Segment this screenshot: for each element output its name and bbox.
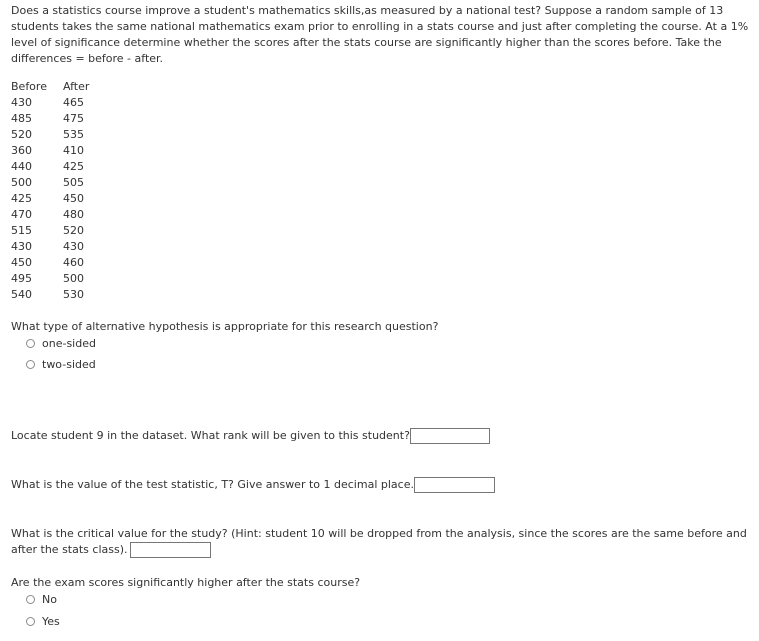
table-row [11, 239, 103, 255]
critical-value-input[interactable] [130, 542, 211, 558]
question-test-statistic: What is the value of the test statistic, T? Give answer to 1 decimal place. [11, 478, 414, 491]
rank-input[interactable] [410, 428, 490, 444]
after-cell: 450 [63, 192, 84, 205]
after-cell: 465 [63, 96, 84, 109]
problem-line: Does a statistics course improve a student's mathematics skills,as measured by a national test? Suppose a random sample of 13 [11, 4, 724, 17]
before-cell: 430 [11, 240, 32, 253]
question-significance: Are the exam scores significantly higher after the stats course? [11, 576, 361, 589]
after-cell: 410 [63, 144, 84, 157]
after-cell: 535 [63, 128, 84, 141]
question-line: What is the critical value for the study? (Hint: student 10 will be dropped from the analysis, since the scores are the same before and [11, 527, 747, 540]
before-cell: 500 [11, 176, 32, 189]
table-row [11, 175, 103, 191]
question-critical-value [11, 526, 751, 558]
test-statistic-input[interactable] [414, 477, 495, 493]
before-cell: 360 [11, 144, 32, 157]
scores-table [11, 79, 103, 303]
table-row [11, 159, 103, 175]
after-cell: 520 [63, 224, 84, 237]
radio-button[interactable] [26, 595, 35, 604]
before-cell: 520 [11, 128, 32, 141]
table-row [11, 95, 103, 111]
option-label: two-sided [42, 357, 96, 371]
after-cell: 430 [63, 240, 84, 253]
table-row [11, 127, 103, 143]
after-cell: 530 [63, 288, 84, 301]
table-row [11, 287, 103, 303]
table-row [11, 191, 103, 207]
table-row [11, 207, 103, 223]
before-cell: 485 [11, 112, 32, 125]
option-label: one-sided [42, 336, 96, 350]
option-label: No [42, 592, 57, 606]
problem-statement [11, 3, 751, 67]
table-row [11, 111, 103, 127]
question-rank: Locate student 9 in the dataset. What rank will be given to this student? [11, 429, 410, 442]
after-cell: 480 [63, 208, 84, 221]
before-cell: 495 [11, 272, 32, 285]
table-row [11, 271, 103, 287]
table-header-row [11, 79, 103, 95]
radio-button[interactable] [26, 339, 35, 348]
option-yes[interactable] [26, 613, 60, 629]
option-two-sided[interactable] [26, 356, 96, 372]
radio-button[interactable] [26, 360, 35, 369]
question-hypothesis: What type of alternative hypothesis is appropriate for this research question? [11, 320, 439, 333]
option-no[interactable] [26, 591, 57, 607]
before-cell: 430 [11, 96, 32, 109]
option-one-sided[interactable] [26, 335, 96, 351]
question-line: after the stats class). [11, 543, 128, 556]
problem-line: differences = before - after. [11, 52, 164, 65]
after-cell: 475 [63, 112, 84, 125]
problem-line: students takes the same national mathematics exam prior to enrolling in a stats course and just after completing the course. At a 1% [11, 20, 749, 33]
before-cell: 450 [11, 256, 32, 269]
before-cell: 540 [11, 288, 32, 301]
column-header-before: Before [11, 80, 47, 93]
option-label: Yes [42, 614, 60, 628]
problem-line: level of significance determine whether the scores after the stats course are significantly higher than the scores before. Take the [11, 36, 722, 49]
before-cell: 515 [11, 224, 32, 237]
table-row [11, 143, 103, 159]
after-cell: 425 [63, 160, 84, 173]
after-cell: 505 [63, 176, 84, 189]
before-cell: 425 [11, 192, 32, 205]
column-header-after: After [63, 80, 90, 93]
before-cell: 470 [11, 208, 32, 221]
table-row [11, 255, 103, 271]
before-cell: 440 [11, 160, 32, 173]
after-cell: 460 [63, 256, 84, 269]
table-row [11, 223, 103, 239]
after-cell: 500 [63, 272, 84, 285]
radio-button[interactable] [26, 617, 35, 626]
